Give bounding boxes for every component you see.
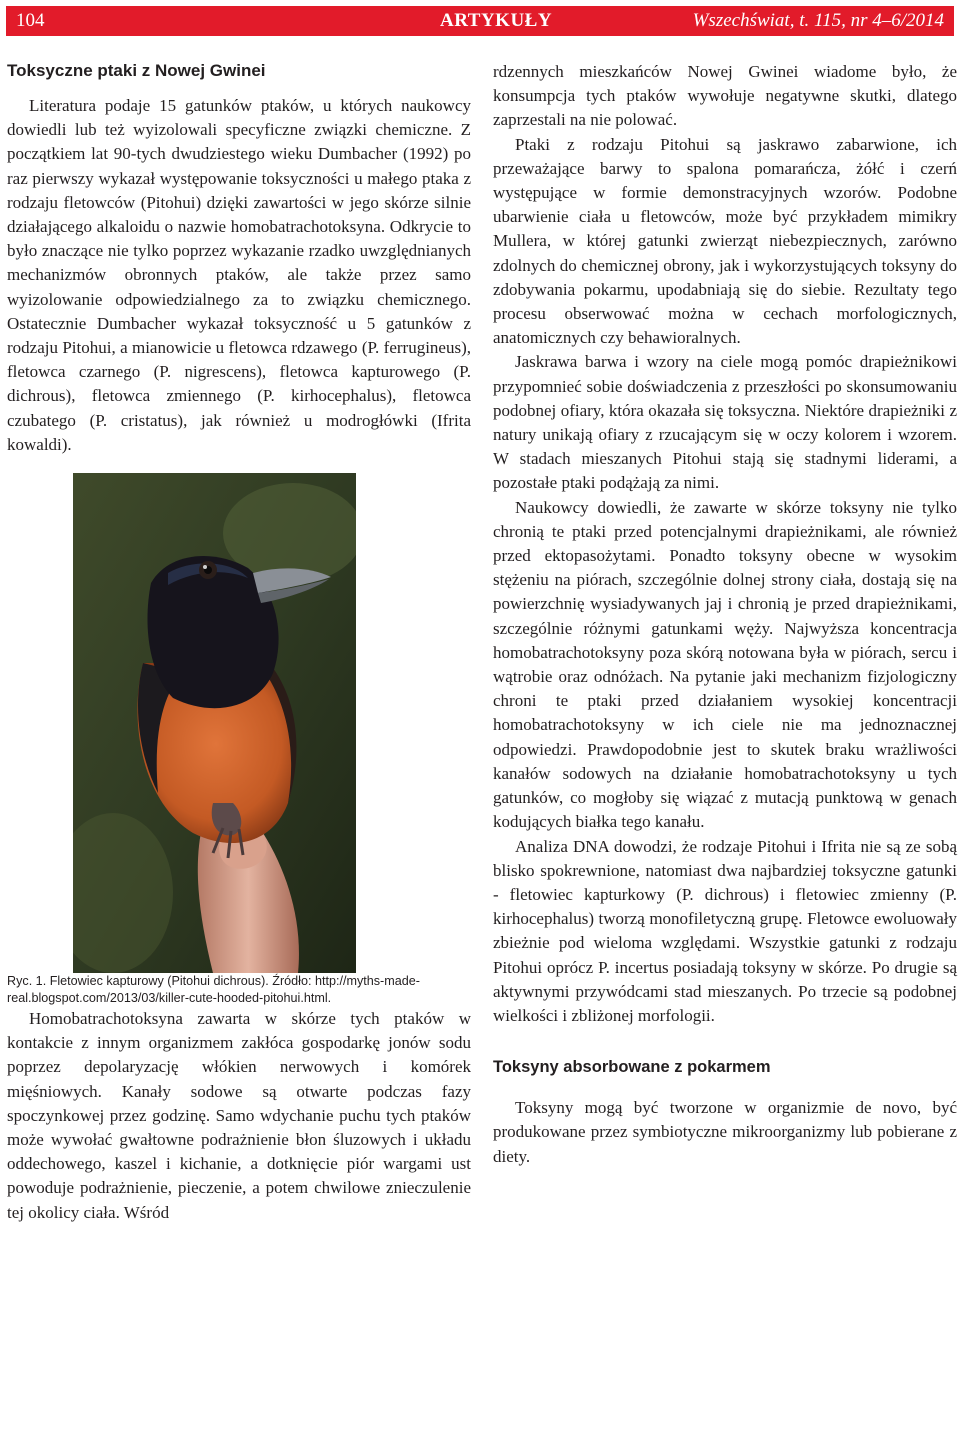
paragraph-diet: Toksyny mogą być tworzone w organizmie de novo, być produkowane przez symbiotyczne mikroorganizmy lub pobierane z diety. [493, 1098, 957, 1166]
paragraph-predators: Jaskrawa barwa i wzory na ciele mogą pomóc drapieżnikowi przypomnieć sobie doświadczenia z przeszłości po skonsumowaniu podobnej ofiary, która okazała się toksyczna. Niektóre drapieżniki z natury unikają ofiary z rzucającym się w oczy kolorem i wzorem. W stadach mieszanych Pitohui stają się stadnymi liderami, a pozostałe ptaki podążają za nimi. [493, 352, 957, 493]
paragraph-dna: Analiza DNA dowodzi, że rodzaje Pitohui i Ifrita nie są ze sobą blisko spokrewnione, natomiast dwa najbardziej toksyczne gatunki - fletowiec kapturkowy (P. dichrous) i fletowiec zmienny (P. kirhocephalus) tworzą monofiletyczną grupę. Fletowce ewoluowały zbieżnie pod wieloma względami. Wszystkie gatunki z rodzaju Pitohui oprócz P. incertus posiadają toksyny w skórze. Po drugie są aktywnymi przywódcami stad mieszanych. Po trzecie są podobnej wielkości i zbliżonej morfologii. [493, 836, 957, 1025]
paragraph-coloration: Ptaki z rodzaju Pitohui są jaskrawo zabarwione, ich przeważające barwy to spalona pomarańcza, żółć i czerń występujące w formie demonstracyjnych wzorów. Podobne ubarwienie ciała u fletowców, może być przykładem mimikry Mullera, w której gatunki zwierząt niebezpiecznych, zarówno zdolnych do chemicznej obrony, jak i wykorzystujących toksyny do zdobywania pokarmu, upodabniają się do siebie. Rezultaty tego procesu obserwować można w cechach morfologicznych, anatomicznych czy behawioralnych. [493, 134, 957, 348]
hooded-pitohui-image [73, 473, 356, 973]
paragraph-continued: rdzennych mieszkańców Nowej Gwinei wiadome było, że konsumpcja tych ptaków wywołuje negatywne skutki, dlatego zaprzestali na nie polować. [493, 62, 957, 130]
journal-info: Wszechświat, t. 115, nr 4–6/2014 [692, 10, 944, 31]
page-header [6, 6, 954, 36]
page-number: 104 [16, 10, 45, 31]
figure-caption: Ryc. 1. Fletowiec kapturowy (Pitohui dichrous). Źródło: http://myths-made-real.blogspot.com/2013/03/killer-cute-hooded-pitohui.html. [7, 974, 420, 1006]
paragraph-intro: Literatura podaje 15 gatunków ptaków, u których naukowcy dowiedli lub też wyizolowali specyficzne związki chemiczne. Z początkiem lat 90-tych dwudziestego wieku Dumbacher (1992) po raz pierwszy wykazał występowanie toksyczności u małego ptaka z rodzaju fletowców (Pitohui) dzięki zawartości w jego skórze silnie działającego alkaloidu o nazwie homobatrachotoksyna. Odkrycie to było znaczące nie tylko poprzez wykazanie rzadko uwzględnianych mechanizmów obronnych ptaków, ale także przez samo wyizolowanie odpowiedzialnego za to związku chemicznego. Ostatecznie Dumbacher wykazał toksyczność u 5 gatunków z rodzaju Pitohui, a mianowicie u fletowca rdzawego (P. ferrugineus), fletowca czarnego (P. nigrescens), fletowca kapturowego (P. dichrous), fletowca zmiennego (P. kirhocephalus), fletowca czubatego (P. cristatus), jak również u modrogłówki (Ifrita kowaldi). [7, 96, 471, 454]
left-column [7, 60, 471, 1225]
section-label: ARTYKUŁY [440, 10, 553, 31]
bird-photo [73, 473, 356, 973]
paragraph-ectoparasites: Naukowcy dowiedli, że zawarte w skórze toksyny nie tylko chronią te ptaki przed potencjalnymi drapieżnikami, ale również przed ektopasożytami. Ponadto toksyny obecne w wysokim stężeniu na piórach, szczególnie dolnej strony ciała, dostają się na powierzchnię wysiadywanych jaj i chronią je przed drapieżnikami, szczególnie różnymi gatunkami węży. Najwyższa koncentracja homobatrachotoksyny poza skórą notowana była w piórach, sercu i wątrobie oraz odnóżach. Na pytanie jaki mechanizm fizjologiczny chroni te ptaki przed działaniem wysokiej koncentracji homobatrachotoksyny w ich ciele nie ma jednoznacznej odpowiedzi. Prawdopodobnie jest to skutek braku wrażliwości kanałów sodowych na działanie homobatrachotoksyny u tych gatunków, co mogłoby się wiązać z mutacją punktową w genach kodujących białka tego kanału. [493, 497, 957, 832]
section-heading: Toksyny absorbowane z pokarmem [493, 1058, 771, 1077]
article-title: Toksyczne ptaki z Nowej Gwinei [7, 61, 266, 80]
right-column [493, 60, 957, 1169]
paragraph-toxin: Homobatrachotoksyna zawarta w skórze tych ptaków w kontakcie z innym organizmem zakłóca gospodarkę jonów sodu poprzez depolaryzację włókien nerwowych i komórek mięśniowych. Kanały sodowe są otwarte podczas fazy spoczynkowej przez godzinę. Samo wdychanie puchu tych ptaków może wywołać gwałtowne podrażnienie błon śluzowych i układu oddechowego, kaszel i kichanie, a dotknięcie piór wargami ust powoduje podrażnienie, pieczenie, a potem chwilowe znieczulenie tej okolicy ciała. Wśród [7, 1009, 471, 1222]
